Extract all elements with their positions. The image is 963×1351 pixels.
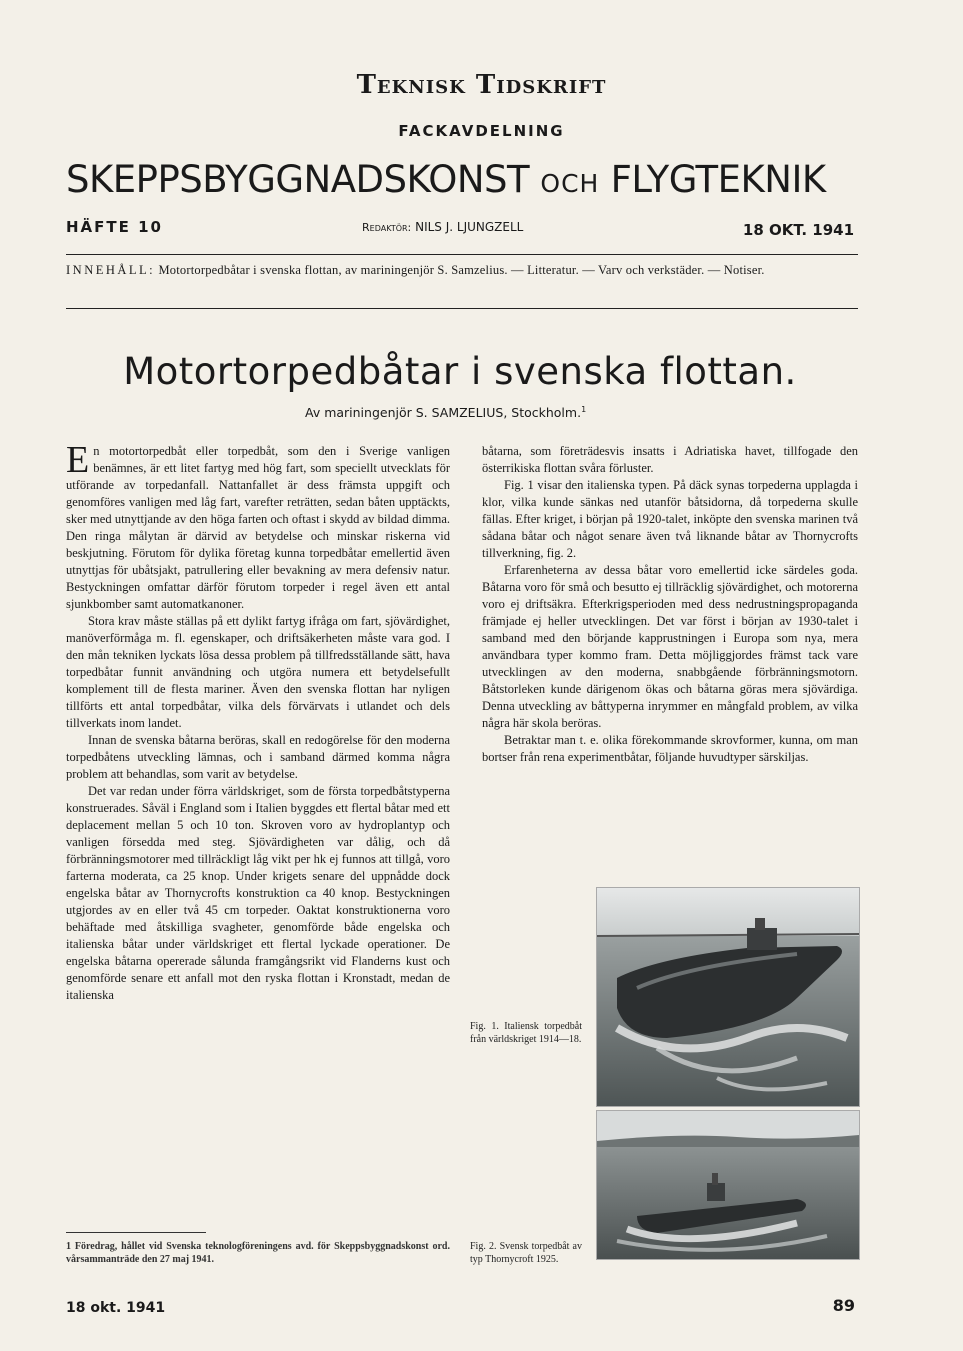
footnote: 1 Föredrag, hållet vid Svenska teknologföreningens avd. för Skeppsbyggnadskonst ord. vårsammanträde den 27 maj 1941. — [66, 1241, 450, 1265]
section-title: SKEPPSBYGGNADSKONST OCH FLYGTEKNIK — [66, 158, 826, 201]
footer-date: 18 okt. 1941 — [66, 1300, 166, 1316]
figure-1-photo — [596, 887, 860, 1107]
issue-number: HÄFTE 10 — [66, 218, 163, 236]
paragraph: Erfarenheterna av dessa båtar voro emellertid icke särdeles goda. Båtarna voro för små och besutto ej tillräcklig sjövärdighet, och motorerna voro ej driftsäkra. Efterkrigsperioden med dess nedrustningspropaganda främjade ej heller utvecklingen. Det var först i början av 1930-talet i samband med den börjande kapprustningen i Europa som nya, mera användbara typer kommo fram. Detta möjliggjordes främst tack vare utvecklingen av den moderna, snabbgående förbränningsmotorn. Båtstorleken kunde därigenom ökas och båtarna göras mera sjövärdiga. Denna utveckling av båttyperna inrymmer en mångfald problem, av vilka några här skola beröras. — [482, 563, 858, 730]
paragraph: En motortorpedbåt eller torpedbåt, som den i Sverige vanligen benämnes, är ett litet fartyg med hög fart, som speciellt utvecklats för utförande av torpedanfall. Nattanfallet är dess främsta uppgift och genomföres vanligen med låg fart, varefter reträtten, sedan båten upptäckts, sker med utnyttjande av den höga farten och oftast i skydd av bildad dimma. Den ringa målytan är därvid av betydelse och minskar riskerna vid beskjutning. Förutom för dylika företag kunna torpedbåtar emellertid även utnyttjas för ubåtsjakt, patrullering eller bevakning av mera defensiv natur. Bestyckningen omfattar därför förutom torpeder i regel även ett antal sjunkbomber samt automatkanoner. — [66, 439, 450, 611]
article-title: Motortorpedbåtar i svenska flottan. — [123, 350, 797, 393]
figure-2-caption: Fig. 2. Svensk torpedbåt av typ Thornycroft 1925. — [470, 1241, 582, 1265]
page-number: 89 — [832, 1296, 855, 1315]
paragraph: båtarna, som företrädesvis insatts i Adriatiska havet, tillfogade den österrikiska flottan svåra förluster. — [482, 444, 858, 475]
paragraph: Stora krav måste ställas på ett dylikt fartyg ifråga om fart, sjövärdighet, manöverförmåga m. fl. egenskaper, och driftsäkerheten måste vara god. I den mån tekniken lyckats lösa dessa problem på tillfredsställande sätt, hava torpedbåtar funnit användning och utgöra numera ett betydelsefullt komplement till de flesta mariner. Även den svenska flottan har nyligen tillförts ett antal torpedbåtar, vilka dels förvärvats i utlandet och dels tillverkats inom landet. — [66, 614, 450, 730]
torpedo-boat-photo — [597, 1111, 859, 1259]
table-of-contents: INNEHÅLL: Motortorpedbåtar i svenska flottan, av mariningenjör S. Samzelius. — Litteratur. — Varv och verkstäder. — Notiser. — [66, 263, 765, 277]
torpedo-boat-photo — [597, 888, 859, 1106]
journal-title: Teknisk Tidskrift — [356, 70, 607, 100]
paragraph: Betraktar man t. e. olika förekommande skrovformer, kunna, om man bortser från rena experimentbåtar, följande huvudtyper särskiljas. — [482, 733, 858, 764]
figure-2-photo — [596, 1110, 860, 1260]
byline: Av mariningenjör S. SAMZELIUS, Stockholm.$^1$ — [305, 405, 587, 421]
divider — [66, 308, 858, 309]
figure-1-caption: Fig. 1. Italiensk torpedbåt från världskriget 1914—18. — [470, 1021, 582, 1045]
section-label: FACKAVDELNING — [398, 122, 565, 140]
drop-cap: E — [66, 439, 90, 481]
issue-date: 18 OKT. 1941 — [742, 221, 854, 239]
column-right — [482, 443, 858, 766]
editor: Redaktör: NILS J. LJUNGZELL — [362, 220, 524, 234]
footnote-divider — [66, 1232, 206, 1233]
paragraph: Det var redan under förra världskriget, som de första torpedbåtstyperna konstruerades. Såväl i England som i Italien byggdes ett flertal båtar med ett deplacement mellan 5 och 10 ton. Skroven voro av hydroplantyp och vanligen försedda med steg. Sjövärdigheten var dålig, och då förbränningsmotorer med tillräckligt låg vikt per hk ej funnos att tillgå, voro farterna moderata, ca 25 knop. Under krigets senare del uppnådde dock engelska båtar av Thornycrofts konstruktion ca 40 knop. Bestyckningen utgjordes av en eller två 45 cm torpeder. Oaktat konstruktionerna voro behäftade med åtskilliga svagheter, genomförde både engelska och italienska båtar under världskriget ett flertal lyckade operationer. De engelska båtarna opererade sålunda framgångsrikt vid Flanderns kust och genomförde senare ett anfall mot den ryska flottan i Kronstadt, medan de italienska — [66, 784, 450, 1002]
column-left — [66, 439, 450, 1004]
paragraph: Innan de svenska båtarna beröras, skall en redogörelse för den moderna torpedbåtens utveckling lämnas, och i samband därmed komma några problem att behandlas, som varit av betydelse. — [66, 733, 450, 781]
divider — [66, 254, 858, 255]
issue-bar — [66, 218, 858, 244]
paragraph: Fig. 1 visar den italienska typen. På däck synas torpederna upplagda i klor, vilka kunde sänkas ned utanför båtsidorna, då torpederna skulle fällas. Efter kriget, i början på 1920-talet, inköpte den svenska marinen två sådana båtar och något senare även två liknande båtar av Thornycrofts tillverkning, fig. 2. — [482, 478, 858, 560]
